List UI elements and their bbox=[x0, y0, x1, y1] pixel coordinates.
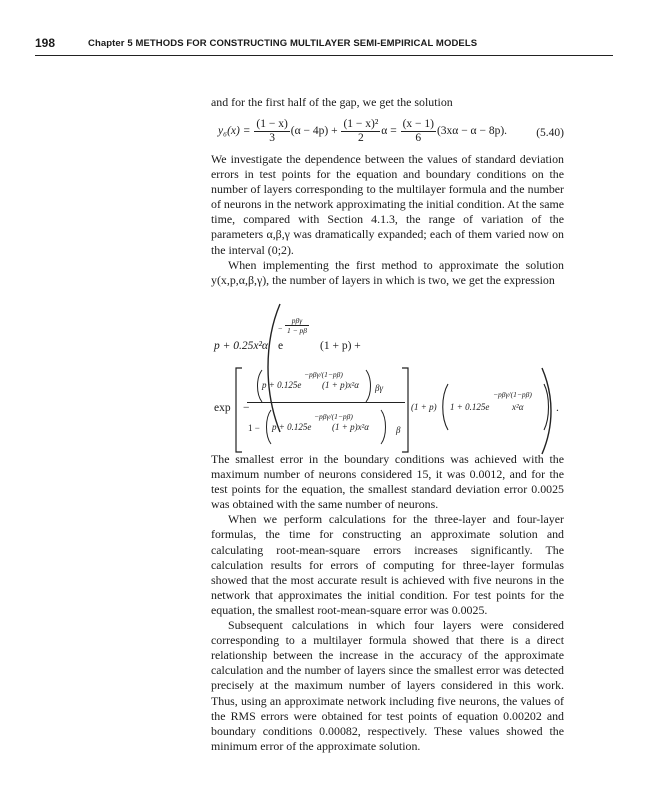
eq-tail-a: (1 + p) bbox=[411, 402, 437, 412]
paragraph-1: We investigate the dependence between the values of standard deviation errors in test points for the equation and boundary conditions on the number of layers corresponding to the multilayer formula and the number of neurons in the network approximating the initial condition. At the same time, compared with Section 4.1.3, the range of variation of the parameters α,β,γ was dramatically expanded; each of them varied now on the interval (0;2). bbox=[211, 152, 564, 257]
intro-line: and for the first half of the gap, we get the solution bbox=[211, 95, 453, 109]
eq-line1-sup-frac bbox=[278, 316, 309, 335]
eq-num-sup: −pβγ/(1−pβ) bbox=[304, 370, 343, 379]
text-block-1 bbox=[211, 152, 564, 288]
eq540-frac1-den: 3 bbox=[269, 132, 275, 144]
eq-num-b: (1 + p)x²α bbox=[322, 380, 359, 390]
eq-exp-word bbox=[214, 402, 231, 414]
eq-den-a: 1 − bbox=[248, 423, 260, 433]
running-header bbox=[0, 36, 648, 50]
eq540-frac3-num: (x − 1) bbox=[402, 118, 434, 130]
eq-line1-prefix bbox=[214, 340, 268, 352]
eq-line1-exp-block bbox=[278, 340, 283, 352]
equation-5-40 bbox=[218, 118, 564, 145]
eq540-frac2-den: 2 bbox=[358, 132, 364, 144]
eq-den-b: p + 0.125e bbox=[272, 422, 312, 432]
eq540-frac2 bbox=[341, 118, 380, 145]
eq540-frac3 bbox=[401, 118, 436, 145]
eq-line1-tail bbox=[320, 340, 361, 352]
eq540-frac3-den: 6 bbox=[415, 132, 422, 144]
eq-line1-prefix-text: p + 0.25x²α bbox=[214, 340, 268, 352]
eq-exp-text: exp bbox=[214, 402, 231, 414]
paragraph-4: When we perform calculations for the three-layer and four-layer formulas, the time for constructing an approximate solution and calculating root-mean-square errors increases significantly. The calculation results for errors of computing for three-layer formulas showed that the most accurate result is achieved with five neurons in the network that approximates the initial condition. For test points for the equation, the smallest root-mean-square error was 0.0025. bbox=[211, 512, 564, 617]
eq-tail-c: x²α bbox=[512, 402, 524, 412]
eq540-term1: (α − 4p) + bbox=[290, 125, 338, 138]
header-rule bbox=[35, 55, 613, 56]
eq-tail-sup: −pβγ/(1−pβ) bbox=[493, 390, 532, 399]
eq-end: . bbox=[556, 402, 559, 414]
eq-den-c: (1 + p)x²α bbox=[332, 422, 369, 432]
eq540-term2: α = bbox=[381, 125, 397, 138]
eq540-lhs: y₆(x) = bbox=[218, 125, 251, 138]
intro-text bbox=[211, 95, 564, 110]
eq-line1-sup-num: pβγ bbox=[285, 316, 309, 326]
eq-num-c: βγ bbox=[375, 383, 384, 393]
eq-line1-exp-sup: − $\frac{\text{pβγ}}{1 - p\beta}$ bbox=[278, 316, 308, 335]
eq-line1-sup-den: 1 − pβ bbox=[287, 326, 308, 335]
eq540-label: (5.40) bbox=[536, 127, 564, 139]
eq540-frac2-num: (1 − x)² bbox=[343, 118, 379, 130]
big-right-paren bbox=[540, 366, 556, 456]
eq540-term3: (3xα − α − 8p). bbox=[436, 125, 508, 138]
page-number: 198 bbox=[35, 36, 56, 50]
eq-line1-exp-e: e bbox=[278, 340, 284, 352]
eq-minus-text: − bbox=[243, 402, 250, 414]
eq-tail-b: 1 + 0.125e bbox=[450, 402, 490, 412]
right-bracket bbox=[400, 366, 410, 454]
paragraph-2: When implementing the first method to approximate the solution y(x,p,α,β,γ), the number of layers in which is two, we get the expression bbox=[211, 257, 564, 287]
eq-line1-tail-text: (1 + p) + bbox=[320, 340, 361, 352]
paragraph-3: The smallest error in the boundary conditions was achieved with the maximum number of neurons considered 15, it was 0.0012, and for the test points for the equation, the smallest standard deviation error 0.0025 was obtained with the same number of neurons. bbox=[211, 452, 564, 512]
eq-num-a: p + 0.125e bbox=[262, 380, 302, 390]
text-block-2 bbox=[211, 452, 564, 754]
eq-den-sup: −pβγ/(1−pβ) bbox=[314, 412, 353, 421]
main-fraction-bar bbox=[247, 402, 405, 403]
eq540-frac1 bbox=[254, 118, 289, 145]
chapter-title: Chapter 5 METHODS FOR CONSTRUCTING MULTILAYER SEMI-EMPIRICAL MODELS bbox=[88, 38, 478, 49]
eq-den-d: β bbox=[396, 425, 401, 435]
eq-minus bbox=[243, 402, 250, 414]
eq540-frac1-num: (1 − x) bbox=[256, 118, 288, 130]
paragraph-5: Subsequent calculations in which four layers were considered corresponding to a multilayer formula showed that there is a direct relationship between the increase in the accuracy of the approximate calculation and the number of layers since the smallest error was detected precisely at the maximum number of layers considered in this work. Thus, using an approximate network including five neurons, the values of the RMS errors were obtained for test points of equation 0.00202 and boundary conditions 0.00082, respectively. These values showed the minimum error of the approximate solution. bbox=[211, 618, 564, 753]
